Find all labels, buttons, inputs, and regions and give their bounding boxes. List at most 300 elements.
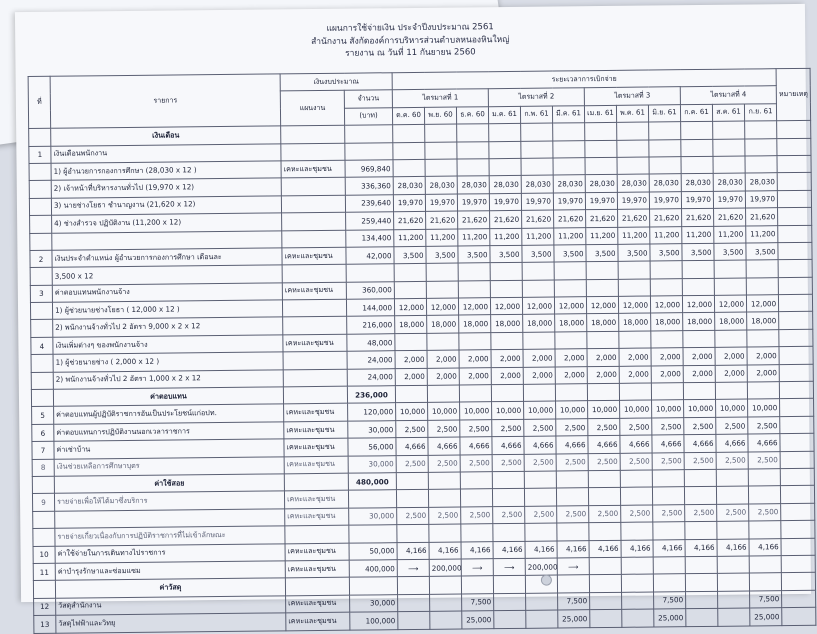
row-plan-cell [282, 230, 346, 248]
month-cell: 10,000 [748, 399, 780, 417]
month-cell: 19,970 [393, 194, 425, 212]
month-cell [457, 124, 489, 142]
note-cell [781, 538, 815, 556]
row-plan-cell: เคหะและชุมชน [284, 456, 348, 474]
month-cell: 7,500 [654, 591, 686, 609]
month-cell [683, 382, 715, 400]
month-cell [489, 124, 521, 142]
row-item-cell: 1) ผู้อำนวยการกองการศึกษา (28,030 x 12 ) [51, 161, 281, 181]
month-cell: 10,000 [620, 400, 652, 418]
month-cell [588, 470, 620, 488]
col-amount: จำนวน [344, 90, 392, 108]
month-cell: 2,000 [491, 367, 523, 385]
row-no-cell: 8 [32, 459, 54, 477]
note-cell [781, 573, 815, 591]
month-cell: 10,000 [588, 401, 620, 419]
row-no-cell [30, 302, 52, 320]
section-label: เงินเดือน [51, 126, 281, 146]
month-cell: 4,166 [749, 538, 781, 556]
month-cell: 2,000 [523, 349, 555, 367]
row-no-cell [33, 511, 55, 529]
row-no-cell [31, 389, 53, 407]
month-cell: 19,970 [457, 193, 489, 211]
row-plan-cell [281, 195, 345, 213]
row-item-cell: ค่าตอบแทนการปฏิบัติงานนอกเวลาราชการ [54, 422, 284, 442]
month-cell: 3,500 [490, 245, 522, 263]
month-cell [429, 524, 461, 542]
month-cell: 10,000 [524, 401, 556, 419]
month-cell [521, 141, 553, 159]
section-amount: 236,000 [347, 386, 395, 404]
month-cell: 2,500 [588, 453, 620, 471]
row-item-cell: 2) พนักงานจ้างทั่วไป 2 อัตรา 1,000 x 2 x 12 [53, 370, 283, 390]
month-cell [747, 330, 779, 348]
month-cell [427, 333, 459, 351]
month-cell [395, 385, 427, 403]
section-amount [345, 125, 393, 143]
month-cell [714, 260, 746, 278]
document-sheet [15, 4, 811, 629]
row-plan-cell: เคหะและชุมชน [285, 543, 349, 561]
month-cell [746, 277, 778, 295]
month-cell [459, 333, 491, 351]
month-cell: 21,620 [554, 210, 586, 228]
note-cell [779, 329, 813, 347]
month-cell [651, 383, 683, 401]
month-cell [617, 140, 649, 158]
month-cell [681, 122, 713, 140]
row-no-cell [33, 528, 55, 546]
month-cell: 2,000 [555, 366, 587, 384]
row-amount-cell: 336,360 [345, 177, 393, 195]
col-month: ก.พ. 61 [520, 106, 552, 124]
month-cell: 2,000 [555, 349, 587, 367]
row-plan-cell: เคหะและชุมชน [285, 508, 349, 526]
month-cell [557, 575, 589, 593]
row-item-cell: ค่าใช้จ่ายในการเดินทางไปราชการ [55, 543, 285, 563]
month-cell [717, 521, 749, 539]
month-cell: 28,030 [553, 175, 585, 193]
month-cell [457, 159, 489, 177]
month-cell: 2,500 [428, 455, 460, 473]
month-cell: 3,500 [682, 243, 714, 261]
month-cell: 2,500 [685, 504, 717, 522]
month-cell: 28,030 [393, 177, 425, 195]
month-cell [461, 524, 493, 542]
month-cell [682, 261, 714, 279]
table-body [29, 120, 816, 632]
month-cell [556, 471, 588, 489]
col-month: ส.ค. 61 [712, 104, 744, 122]
col-quarter-3: ไตรมาสที่ 3 [584, 87, 680, 105]
row-plan-cell: เคหะและชุมชน [283, 334, 347, 352]
row-item-cell: 1) ผู้ช่วยนายช่าง ( 2,000 x 12 ) [53, 352, 283, 372]
row-no-cell: 6 [32, 424, 54, 442]
row-amount-cell [348, 490, 396, 508]
month-cell: 2,500 [396, 420, 428, 438]
month-cell: 3,500 [394, 246, 426, 264]
month-cell [618, 279, 650, 297]
row-amount-cell: 24,000 [347, 351, 395, 369]
row-plan-cell [283, 351, 347, 369]
month-cell: 11,200 [746, 225, 778, 243]
month-cell [394, 281, 426, 299]
row-no-cell: 2 [30, 250, 52, 268]
month-cell: 2,500 [684, 452, 716, 470]
month-cell [653, 574, 685, 592]
month-cell [553, 140, 585, 158]
month-cell [622, 609, 654, 627]
month-cell [427, 385, 459, 403]
row-plan-cell [284, 473, 348, 491]
month-cell: 2,500 [524, 454, 556, 472]
month-cell: 25,000 [654, 609, 686, 627]
month-cell: 4,166 [493, 541, 525, 559]
month-cell [652, 470, 684, 488]
note-cell [777, 155, 811, 173]
month-cell: 10,000 [396, 403, 428, 421]
month-cell: 2,000 [459, 367, 491, 385]
row-plan-cell [283, 317, 347, 335]
month-cell [649, 157, 681, 175]
month-cell: 25,000 [462, 611, 494, 629]
month-cell [713, 121, 745, 139]
month-cell: 21,620 [714, 208, 746, 226]
month-cell: 19,970 [713, 191, 745, 209]
month-cell: 2,500 [653, 504, 685, 522]
row-no-cell: 11 [33, 563, 55, 581]
month-cell [522, 280, 554, 298]
row-plan-cell [285, 578, 349, 596]
month-cell: 18,000 [715, 312, 747, 330]
month-cell: 2,000 [523, 367, 555, 385]
row-amount-cell: 239,640 [345, 194, 393, 212]
month-cell: 4,666 [428, 437, 460, 455]
month-cell: 12,000 [490, 297, 522, 315]
col-period-group: ระยะเวลาการเบิกจ่าย [392, 69, 776, 90]
month-cell: 2,500 [397, 507, 429, 525]
note-cell [779, 381, 813, 399]
row-plan-cell [281, 178, 345, 196]
month-cell: 2,000 [491, 350, 523, 368]
row-item-cell: ค่าตอบแทนผู้ปฏิบัติราชการอันเป็นประโยชน์แก่อปท. [54, 404, 284, 424]
month-cell: 4,666 [396, 438, 428, 456]
month-cell [685, 556, 717, 574]
month-cell [683, 330, 715, 348]
month-cell [430, 611, 462, 629]
row-amount-cell: 30,000 [349, 507, 397, 525]
month-cell: 2,000 [619, 348, 651, 366]
month-cell: 19,970 [745, 190, 777, 208]
month-cell [586, 262, 618, 280]
arrow-icon: ⟶ [493, 558, 525, 576]
row-item-cell: 3,500 x 12 [52, 265, 282, 285]
month-cell: 21,620 [746, 208, 778, 226]
month-cell [620, 470, 652, 488]
col-month: ก.ย. 61 [744, 103, 776, 121]
month-cell [557, 523, 589, 541]
month-cell: 4,666 [620, 435, 652, 453]
month-cell [653, 557, 685, 575]
header-title: แผนการใช้จ่ายเงิน ประจำปีงบประมาณ 2561 [326, 22, 494, 34]
month-cell: 10,000 [492, 402, 524, 420]
row-plan-cell [281, 143, 345, 161]
row-amount-cell [345, 142, 393, 160]
month-cell: 21,620 [586, 209, 618, 227]
month-cell: 19,970 [521, 193, 553, 211]
note-cell [779, 347, 813, 365]
month-cell: 21,620 [618, 209, 650, 227]
col-month: ต.ค. 60 [392, 107, 424, 125]
month-cell [428, 489, 460, 507]
note-cell [778, 225, 812, 243]
header-office: สำนักงาน สังกัดองค์การบริหารส่วนตำบลหนองหินใหญ่ [310, 34, 510, 47]
month-cell [590, 609, 622, 627]
month-cell: 25,000 [558, 610, 590, 628]
month-cell: 4,666 [492, 437, 524, 455]
row-no-cell [29, 198, 51, 216]
month-cell: 200,000 [429, 559, 461, 577]
month-cell [460, 472, 492, 490]
month-cell: 2,500 [492, 454, 524, 472]
month-cell: 28,030 [681, 174, 713, 192]
month-cell: 2,500 [621, 505, 653, 523]
month-cell: 10,000 [428, 402, 460, 420]
month-cell [587, 383, 619, 401]
document-header [15, 18, 805, 64]
row-amount-cell: 120,000 [348, 403, 396, 421]
month-cell: 2,500 [716, 452, 748, 470]
note-cell [781, 555, 815, 573]
month-cell: 4,666 [652, 435, 684, 453]
row-amount-cell: 100,000 [350, 612, 398, 630]
month-cell: 2,500 [652, 417, 684, 435]
month-cell [524, 471, 556, 489]
month-cell: 12,000 [554, 297, 586, 315]
month-cell [525, 523, 557, 541]
month-cell [425, 159, 457, 177]
month-cell: 4,666 [588, 436, 620, 454]
row-no-cell: 9 [32, 494, 54, 512]
month-cell [426, 263, 458, 281]
month-cell: 2,500 [557, 505, 589, 523]
month-cell [588, 488, 620, 506]
month-cell: 3,500 [458, 246, 490, 264]
arrow-icon: ⟶ [397, 559, 429, 577]
col-month: มิ.ย. 61 [648, 104, 680, 122]
month-cell: 12,000 [458, 298, 490, 316]
month-cell [715, 382, 747, 400]
row-no-cell [33, 581, 55, 599]
note-cell [781, 486, 815, 504]
month-cell: 2,500 [620, 453, 652, 471]
month-cell [619, 331, 651, 349]
month-cell: 2,500 [428, 420, 460, 438]
month-cell: 18,000 [587, 314, 619, 332]
note-cell [777, 190, 811, 208]
month-cell: 2,500 [429, 507, 461, 525]
month-cell: 21,620 [394, 211, 426, 229]
month-cell: 11,200 [490, 228, 522, 246]
month-cell: 4,166 [653, 539, 685, 557]
month-cell: 21,620 [490, 210, 522, 228]
month-cell: 4,666 [716, 434, 748, 452]
month-cell [586, 279, 618, 297]
month-cell: 28,030 [585, 175, 617, 193]
section-label: ค่าวัสดุ [55, 578, 285, 598]
row-no-cell: 7 [32, 441, 54, 459]
month-cell: 19,970 [649, 191, 681, 209]
month-cell [649, 139, 681, 157]
month-cell: 28,030 [489, 176, 521, 194]
month-cell: 25,000 [750, 608, 782, 626]
month-cell: 4,166 [429, 542, 461, 560]
row-no-cell [31, 355, 53, 373]
month-cell [618, 261, 650, 279]
month-cell: 28,030 [457, 176, 489, 194]
row-amount-cell: 400,000 [349, 560, 397, 578]
note-cell [780, 399, 814, 417]
month-cell: 2,500 [525, 506, 557, 524]
month-cell [521, 158, 553, 176]
month-cell: 4,166 [525, 541, 557, 559]
month-cell: 2,000 [715, 347, 747, 365]
month-cell [490, 280, 522, 298]
month-cell: 18,000 [747, 312, 779, 330]
row-no-cell [31, 320, 53, 338]
month-cell: 12,000 [522, 297, 554, 315]
month-cell: 2,500 [717, 504, 749, 522]
note-cell [778, 207, 812, 225]
row-no-cell: 3 [30, 285, 52, 303]
month-cell: 2,000 [587, 349, 619, 367]
month-cell [589, 557, 621, 575]
month-cell: 4,666 [748, 434, 780, 452]
month-cell: 4,166 [557, 540, 589, 558]
row-plan-cell: เคหะและชุมชน [284, 404, 348, 422]
month-cell: 21,620 [522, 210, 554, 228]
month-cell [617, 157, 649, 175]
row-no-cell [29, 128, 51, 146]
row-no-cell: 1 [29, 146, 51, 164]
note-cell [779, 312, 813, 330]
month-cell [396, 472, 428, 490]
month-cell: 4,166 [461, 541, 493, 559]
month-cell: 3,500 [714, 243, 746, 261]
month-cell [458, 263, 490, 281]
month-cell: 19,970 [553, 192, 585, 210]
month-cell: 21,620 [682, 208, 714, 226]
month-cell: 11,200 [714, 226, 746, 244]
month-cell [653, 522, 685, 540]
month-cell: 12,000 [618, 296, 650, 314]
month-cell: 2,000 [587, 366, 619, 384]
row-amount-cell: 969,840 [345, 160, 393, 178]
row-plan-cell [282, 299, 346, 317]
month-cell [749, 556, 781, 574]
row-item-cell: รายจ่ายเพื่อให้ได้มาซึ่งบริการ [54, 491, 284, 511]
month-cell: 10,000 [460, 402, 492, 420]
note-cell [780, 434, 814, 452]
month-cell [681, 139, 713, 157]
month-cell: 11,200 [682, 226, 714, 244]
month-cell: 11,200 [394, 229, 426, 247]
month-cell: 28,030 [617, 174, 649, 192]
month-cell [426, 281, 458, 299]
month-cell: 2,000 [651, 365, 683, 383]
note-cell [780, 416, 814, 434]
month-cell [749, 573, 781, 591]
month-cell: 12,000 [426, 298, 458, 316]
month-cell [459, 385, 491, 403]
row-plan-cell: เคหะและชุมชน [284, 438, 348, 456]
month-cell [717, 573, 749, 591]
month-cell: 28,030 [425, 176, 457, 194]
row-item-cell: 2) พนักงานจ้างทั่วไป 2 อัตรา 9,000 x 2 x 12 [53, 317, 283, 337]
month-cell [555, 332, 587, 350]
month-cell: 3,500 [618, 244, 650, 262]
month-cell [458, 280, 490, 298]
row-no-cell [30, 215, 52, 233]
month-cell: 19,970 [681, 191, 713, 209]
month-cell: 2,500 [556, 453, 588, 471]
month-cell: 2,500 [524, 419, 556, 437]
month-cell [686, 608, 718, 626]
month-cell [748, 469, 780, 487]
month-cell: 21,620 [426, 211, 458, 229]
month-cell [713, 139, 745, 157]
col-quarter-4: ไตรมาสที่ 4 [680, 86, 776, 104]
month-cell: 19,970 [489, 193, 521, 211]
month-cell [425, 142, 457, 160]
month-cell [715, 330, 747, 348]
month-cell: 7,500 [462, 593, 494, 611]
month-cell [716, 469, 748, 487]
row-no-cell: 5 [32, 407, 54, 425]
month-cell [425, 124, 457, 142]
month-cell: 2,000 [459, 350, 491, 368]
month-cell: 18,000 [651, 313, 683, 331]
row-item-cell: รายจ่ายเกี่ยวเนื่องกับการปฏิบัติราชการที่ไม่เข้าลักษณะ [55, 526, 285, 546]
month-cell: 2,000 [395, 368, 427, 386]
month-cell [393, 159, 425, 177]
month-cell: 2,000 [747, 347, 779, 365]
month-cell: 2,500 [493, 506, 525, 524]
note-cell [778, 277, 812, 295]
month-cell [717, 556, 749, 574]
month-cell [651, 331, 683, 349]
month-cell: 4,166 [685, 539, 717, 557]
month-cell: 2,500 [460, 419, 492, 437]
month-cell: 11,200 [458, 228, 490, 246]
month-cell: 18,000 [395, 316, 427, 334]
note-cell [781, 520, 815, 538]
month-cell: 2,500 [748, 451, 780, 469]
row-item-cell: ค่าบำรุงรักษาและซ่อมแซม [55, 561, 285, 581]
month-cell [681, 156, 713, 174]
note-cell [780, 451, 814, 469]
month-cell: 4,666 [556, 436, 588, 454]
month-cell: 2,500 [684, 417, 716, 435]
month-cell [492, 489, 524, 507]
col-month: ม.ค. 61 [488, 106, 520, 124]
month-cell [430, 594, 462, 612]
month-cell: 2,500 [556, 418, 588, 436]
row-plan-cell: เคหะและชุมชน [284, 421, 348, 439]
month-cell [556, 488, 588, 506]
month-cell [649, 122, 681, 140]
month-cell: 4,166 [397, 542, 429, 560]
